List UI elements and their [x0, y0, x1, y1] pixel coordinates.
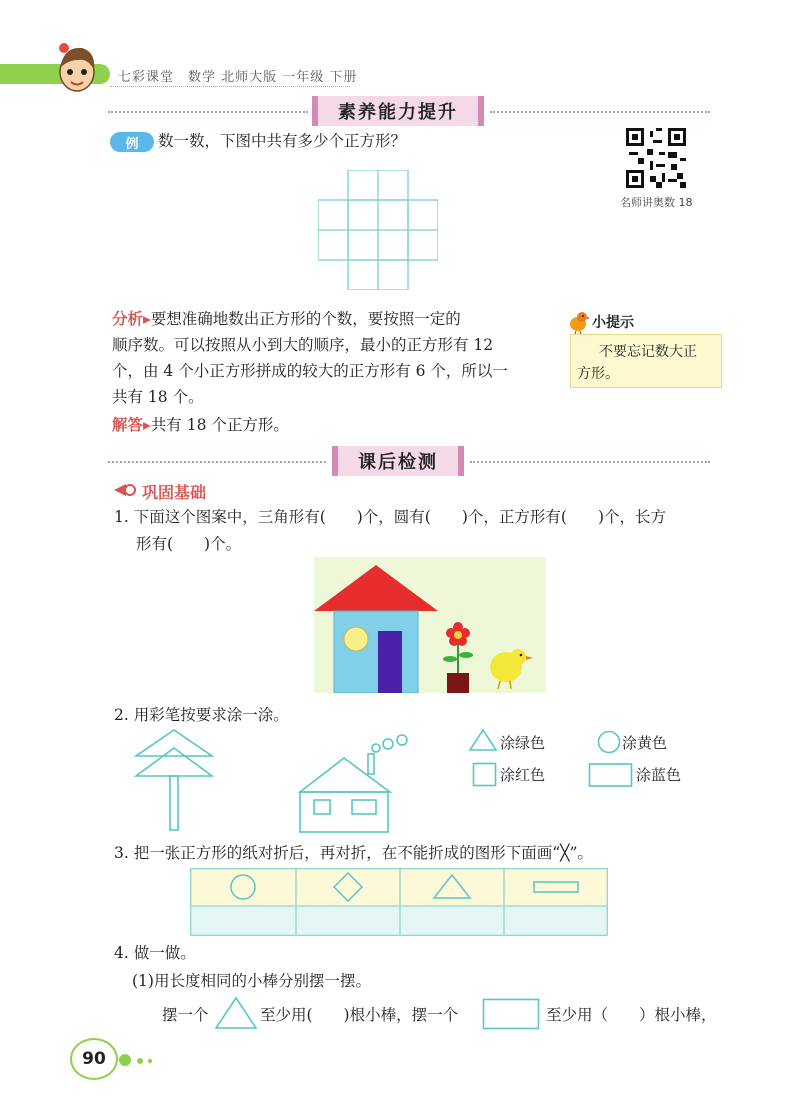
header-mascot-icon [52, 40, 102, 96]
legend-blue: 涂蓝色 [636, 766, 682, 784]
answer-cell-2[interactable] [297, 907, 400, 935]
basic-label: 巩固基础 [142, 483, 207, 502]
tree-figure [132, 728, 216, 832]
header-divider [110, 86, 350, 87]
section2-divider-right [470, 461, 710, 463]
q3-text: 3. 把一张正方形的纸对折后，再对折，在不能折成的图形下面画“╳”。 [114, 844, 593, 862]
legend-red: 涂红色 [500, 766, 546, 784]
answer-cell-1[interactable] [191, 907, 295, 935]
legend-triangle-icon [468, 728, 498, 752]
analysis-line-2: 顺序数。可以按照从小到大的顺序，最小的正方形有 12 [112, 336, 494, 354]
legend-rectangle-icon [588, 762, 634, 788]
answer-tag: 解答 [112, 416, 144, 434]
analysis-line-3: 个，由 4 个小正方形拼成的较大的正方形有 6 个，所以一 [112, 362, 508, 380]
footer-dots [118, 1052, 158, 1066]
page-number: 90 [82, 1049, 106, 1069]
q4-triangle-icon [214, 996, 258, 1030]
qr-code-icon[interactable] [626, 128, 686, 188]
q1-line-1: 1. 下面这个图案中，三角形有( )个，圆有( )个，正方形有( )个，长方 [114, 508, 667, 526]
basic-arrow-icon [112, 482, 138, 498]
tip-line-1: 不要忘记数大正 [599, 344, 697, 360]
answer-text: 共有 18 个正方形。 [150, 416, 289, 434]
q4-part-b: 至少用( )根小棒，摆一个 [260, 1006, 459, 1024]
house-picture [314, 557, 546, 693]
analysis-tag: 分析 [112, 310, 144, 328]
legend-circle-icon [596, 730, 622, 754]
answer-cell-4[interactable] [505, 907, 607, 935]
example-tag: 例 [110, 132, 154, 152]
tip-line-2: 方形。 [577, 366, 619, 382]
example-question: 数一数，下图中共有多少个正方形？ [158, 132, 407, 150]
legend-yellow: 涂黄色 [622, 734, 668, 752]
q4-rectangle-icon [482, 998, 540, 1030]
q4-part-c: 至少用（ ）根小棒， [546, 1006, 717, 1024]
header-title: 七彩课堂 数学 北师大版 一年级 下册 [118, 70, 358, 85]
bird-icon [566, 308, 590, 334]
analysis-line-4: 共有 18 个。 [112, 388, 204, 406]
q4-text: 4. 做一做。 [114, 944, 196, 962]
analysis-block: 分析▸要想准确地数出正方形的个数，要按照一定的 顺序数。可以按照从小到大的顺序，最小的正方形有 12 个，由 4 个小正方形拼成的较大的正方形有 6 个，所以一 共有 18 个。 [112, 306, 542, 410]
section2-title: 课后检测 [332, 446, 464, 476]
section1-title: 素养能力提升 [312, 96, 484, 126]
square-cross-figure [318, 170, 438, 290]
section2-divider-left [108, 461, 326, 463]
tip-box [570, 334, 722, 388]
answer-cell-3[interactable] [401, 907, 504, 935]
legend-square-icon [472, 762, 498, 788]
q4-sub: (1)用长度相同的小棒分别摆一摆。 [132, 972, 371, 990]
q1-line-2: 形有( )个。 [136, 535, 242, 553]
q2-text: 2. 用彩笔按要求涂一涂。 [114, 706, 289, 724]
qr-caption: 名师讲奥数 18 [620, 196, 693, 209]
section1-divider-right [490, 111, 710, 113]
legend-green: 涂绿色 [500, 734, 546, 752]
section1-divider-left [108, 111, 308, 113]
chimney-house-figure [298, 734, 416, 834]
answer-line: 解答▸共有 18 个正方形。 [112, 416, 289, 434]
page-number-badge [70, 1038, 118, 1080]
analysis-line-1: 要想准确地数出正方形的个数，要按照一定的 [150, 310, 461, 328]
tip-title: 小提示 [592, 315, 634, 331]
q4-part-a: 摆一个 [162, 1006, 209, 1024]
